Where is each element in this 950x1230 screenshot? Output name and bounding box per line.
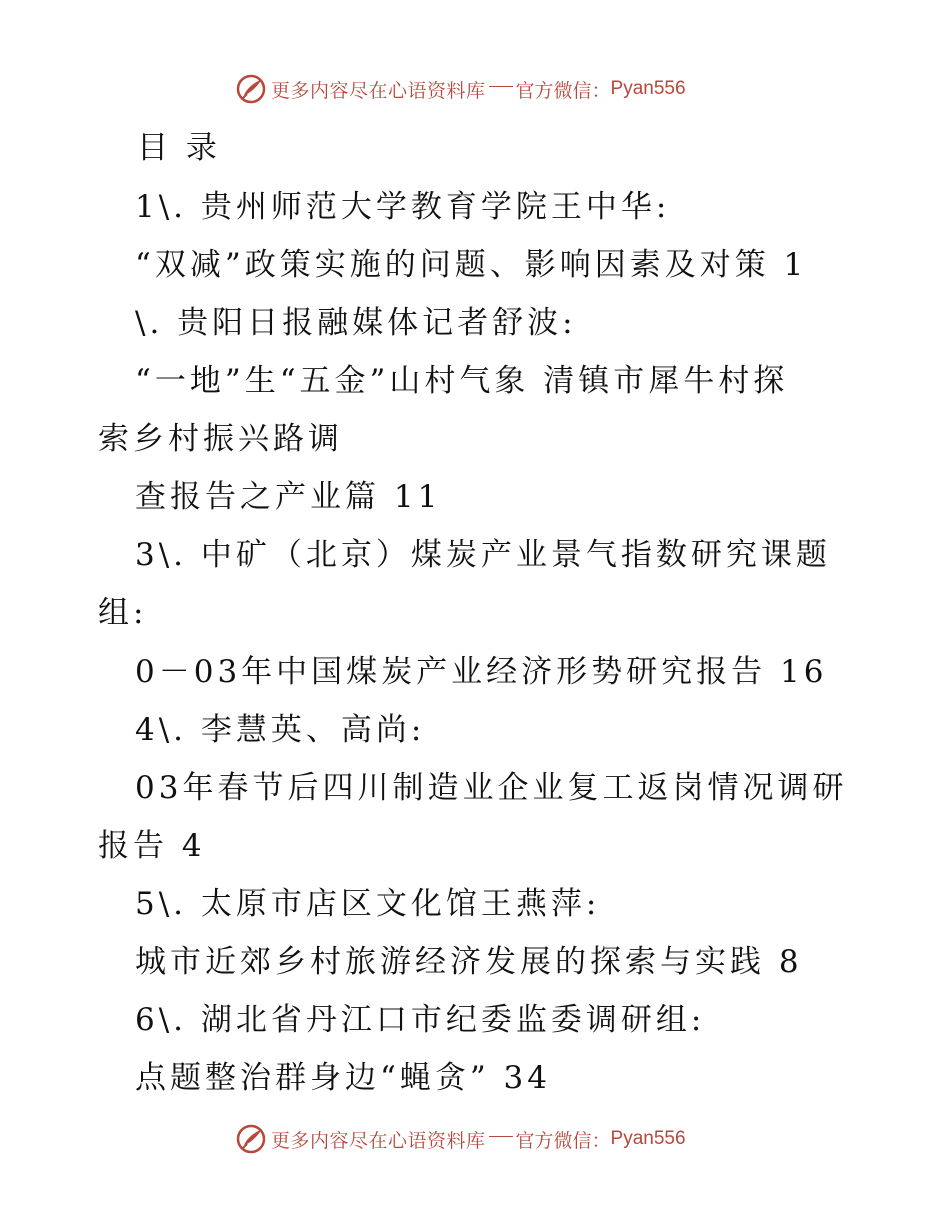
toc-line: 组: <box>98 595 148 631</box>
watermark-footer <box>235 1122 686 1156</box>
toc-line: 0－03年中国煤炭产业经济形势研究报告 16 <box>135 654 828 690</box>
toc-line: 6\. 湖北省丹江口市纪委监委调研组: <box>135 1002 706 1038</box>
watermark-header <box>235 72 686 106</box>
toc-line: 1\. 贵州师范大学教育学院王中华: <box>135 189 671 225</box>
toc-line: 查报告之产业篇 11 <box>135 479 442 515</box>
watermark-site-text: 更多内容尽在心语资料库 <box>271 79 486 102</box>
toc-line: 城市近郊乡村旅游经济发展的探索与实践 8 <box>135 944 803 980</box>
toc-line: 点题整治群身边“蝇贪” 34 <box>135 1060 551 1096</box>
toc-line: 03年春节后四川制造业企业复工返岗情况调研 <box>135 770 848 806</box>
toc-line: “双减”政策实施的问题、影响因素及对策 1 <box>135 247 808 283</box>
toc-line: 4\. 李慧英、高尚: <box>135 712 426 748</box>
watermark-dash <box>489 1136 513 1137</box>
quill-logo-icon <box>235 73 267 105</box>
watermark-wechat-label: 官方微信： <box>515 1129 611 1152</box>
toc-line: “一地”生“五金”山村气象 清镇市犀牛村探 <box>135 363 789 399</box>
toc-line: 3\. 中矿（北京）煤炭产业景气指数研究课题 <box>135 537 831 573</box>
toc-line: 报告 4 <box>98 828 206 864</box>
watermark-dash <box>489 86 513 87</box>
watermark-wechat-id: Pyan556 <box>610 78 686 99</box>
watermark-wechat-id: Pyan556 <box>610 1128 686 1149</box>
toc-line: 索乡村振兴路调 <box>98 421 343 457</box>
toc-title: 目 录 <box>137 130 221 166</box>
toc-line: 5\. 太原市店区文化馆王燕萍: <box>135 886 601 922</box>
quill-logo-icon <box>235 1123 267 1155</box>
watermark-site-text: 更多内容尽在心语资料库 <box>271 1129 486 1152</box>
watermark-wechat-label: 官方微信： <box>515 79 611 102</box>
toc-line: \. 贵阳日报融媒体记者舒波: <box>135 305 577 341</box>
